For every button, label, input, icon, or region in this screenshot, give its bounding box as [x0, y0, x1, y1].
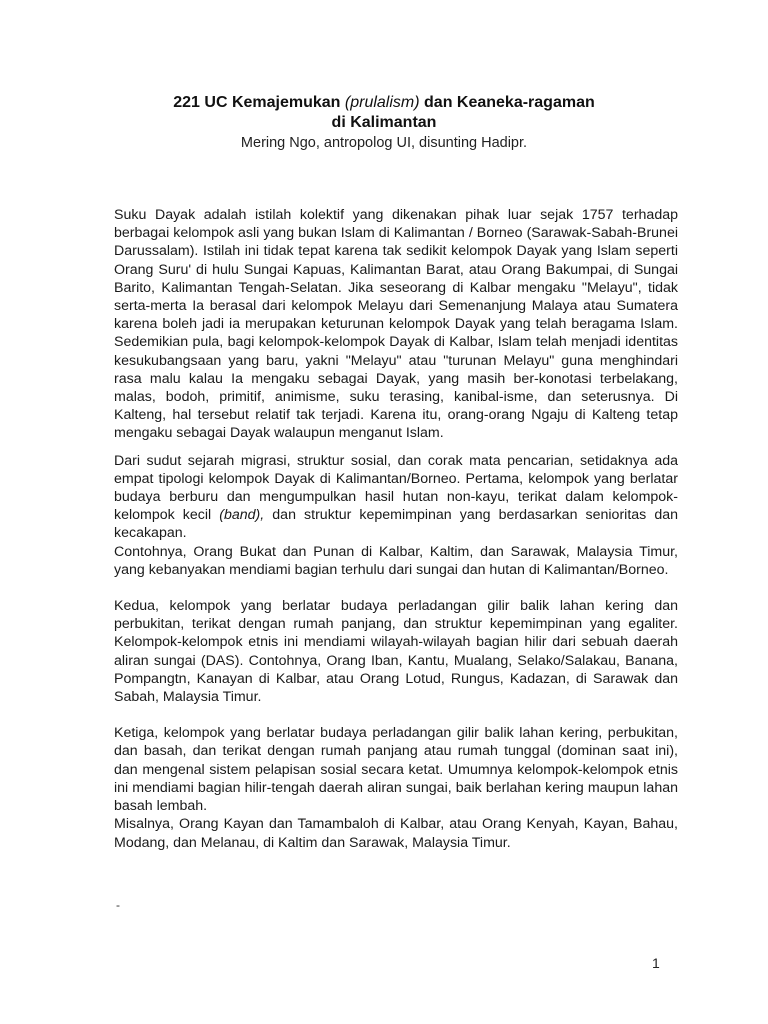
paragraph-2-text-b: dan struktur kepemimpinan yang berdasarkan senioritas dan kecakapan. — [114, 507, 678, 542]
document-title-line-2: di Kalimantan — [331, 114, 437, 131]
paragraph-2-text-a: Dari sudut sejarah migrasi, struktur sosial, dan corak mata pencarian, setidaknya ada empat tipologi kelompok Dayak di Kalimantan/Borneo. Pertama, kelompok yang berlatar budaya berburu dan mengumpulkan hasil hutan non-kayu, terikat dalam kelompok-kelompok kecil — [114, 452, 678, 524]
stray-mark: - — [116, 898, 120, 912]
paragraph-6: Misalnya, Orang Kayan dan Tamambaloh di Kalbar, atau Orang Kenyah, Kayan, Bahau, Modang, dan Melanau, di Kaltim dan Sarawak, Malaysia Timur. — [114, 816, 678, 851]
page-number: 1 — [652, 955, 660, 971]
title-suffix: dan Keaneka-ragaman — [424, 94, 595, 111]
paragraph-3: Contohnya, Orang Bukat dan Punan di Kalbar, Kaltim, dan Sarawak, Malaysia Timur, yang kebanyakan mendiami bagian terhulu dari sungai dan hutan di Kalimantan/Borneo. — [114, 543, 678, 578]
paragraph-spacer — [114, 706, 678, 724]
paragraph-2 — [114, 452, 678, 543]
document-title-line-1 — [0, 93, 768, 113]
title-block — [0, 93, 768, 153]
paragraph-5: Ketiga, kelompok yang berlatar budaya perladangan gilir balik lahan kering, perbukitan, dan basah, dan terikat dengan rumah panjang atau rumah tunggal (dominan saat ini), dan mengenal sistem pelapisan sosial secara ketat. Umumnya kelompok-kelompok etnis ini mendiami bagian hilir-tengah daerah aliran sungai, baik berlahan kering maupun lahan basah lembah. — [114, 725, 678, 815]
body-text — [114, 206, 678, 852]
title-prefix: 221 UC Kemajemukan — [173, 94, 341, 111]
paragraph-2-italic-term: (band), — [219, 507, 265, 524]
byline: Mering Ngo, antropolog UI, disunting Hadipr. — [240, 135, 528, 151]
title-italic-term: (prulalism) — [344, 94, 420, 111]
paragraph-spacer — [114, 579, 678, 597]
paragraph-1: Suku Dayak adalah istilah kolektif yang dikenakan pihak luar sejak 1757 terhadap berbagai kelompok asli yang bukan Islam di Kalimantan / Borneo (Sarawak-Sabah-Brunei Darussalam). Istilah ini tidak tepat karena tak sedikit kelompok Dayak yang Islam seperti Orang Suru' di hulu Sungai Kapuas, Kalimantan Barat, atau Orang Bakumpai, di Sungai Barito, Kalimantan Tengah-Selatan. Jika seseorang di Kalbar mengaku "Melayu", tidak serta-merta Ia berasal dari kelompok Melayu dari Semenanjung Malaya atau Sumatera karena boleh jadi ia merupakan keturunan kelompok Dayak yang telah beragama Islam. Sedemikian pula, bagi kelompok-kelompok Dayak di Kalbar, Islam telah menjadi identitas kesukubangsaan yang baru, yakni "Melayu" atau "turunan Melayu" guna menghindari rasa malu kalau Ia mengaku sebagai Dayak, yang masih ber-konotasi terbelakang, malas, bodoh, primitif, animisme, suku terasing, kanibal-isme, dan seterusnya. Di Kalteng, hal tersebut relatif tak terjadi. Karena itu, orang-orang Ngaju di Kalteng tetap mengaku sebagai Dayak walaupun menganut Islam. — [114, 207, 678, 442]
paragraph-4: Kedua, kelompok yang berlatar budaya perladangan gilir balik lahan kering dan perbukitan, terikat dengan rumah panjang, dan struktur kepemimpinan yang egaliter. Kelompok-kelompok etnis ini mendiami wilayah-wilayah bagian hilir dari sebuah daerah aliran sungai (DAS). Contohnya, Orang Iban, Kantu, Mualang, Selako/Salakau, Banana, Pompangtn, Kanayan di Kalbar, atau Orang Lotud, Rungus, Kadazan, di Sarawak dan Sabah, Malaysia Timur. — [114, 598, 678, 706]
paragraph-spacer — [114, 443, 678, 452]
